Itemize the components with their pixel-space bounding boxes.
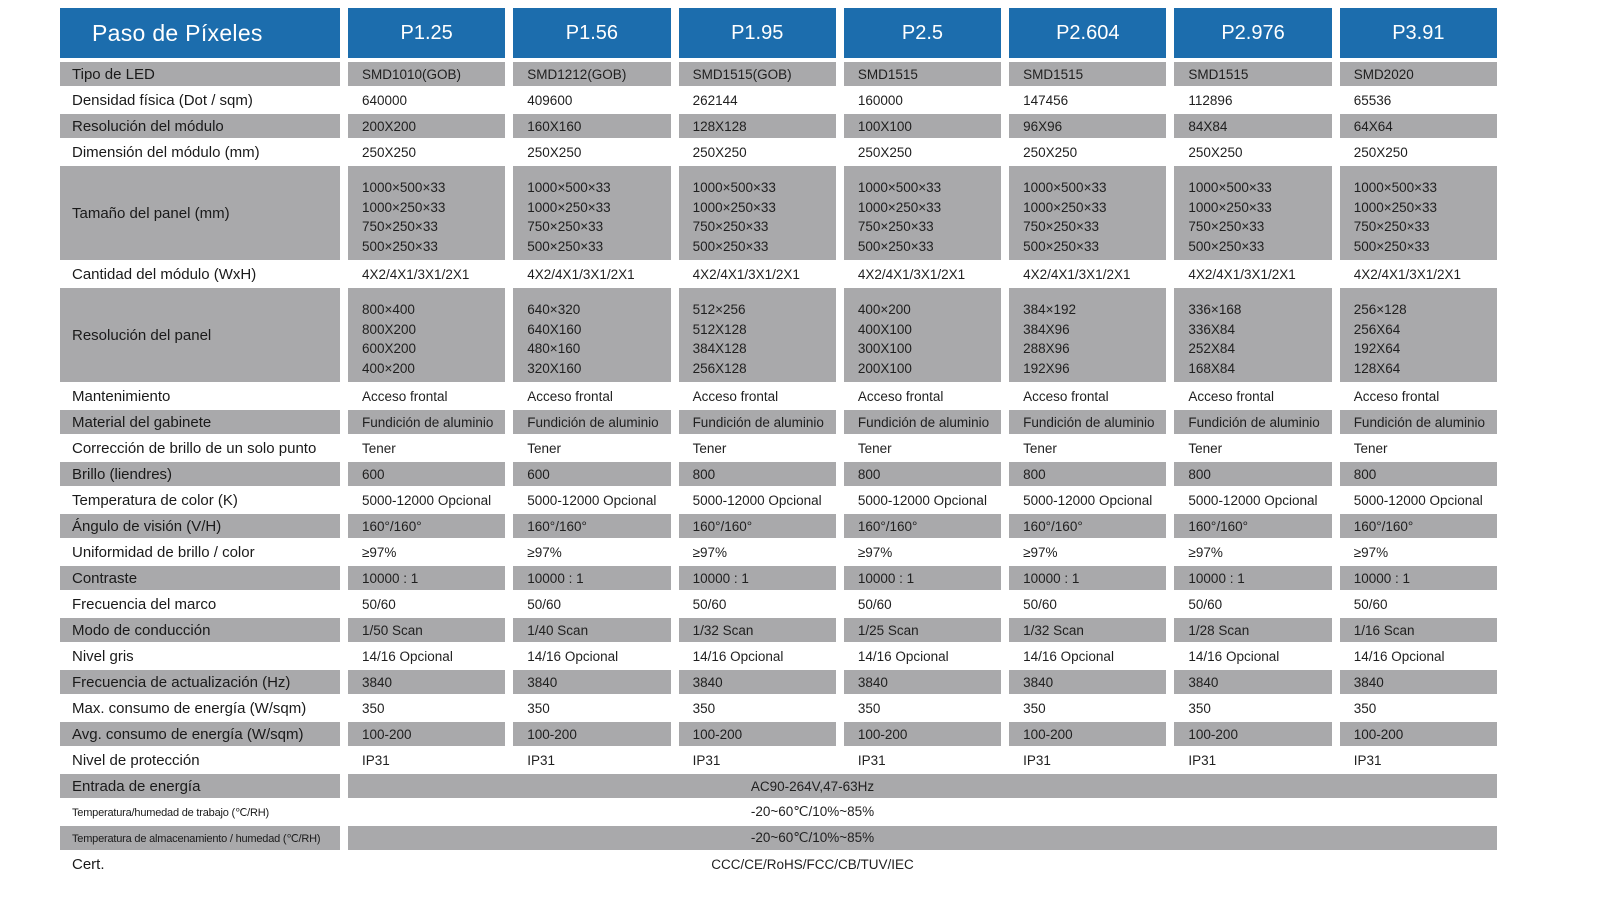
cell-value: Acceso frontal bbox=[348, 384, 505, 408]
cell-value: ≥97% bbox=[1340, 540, 1497, 564]
cell-value: 5000-12000 Opcional bbox=[844, 488, 1001, 512]
cell-value bbox=[679, 166, 836, 260]
cell-value: 1/50 Scan bbox=[348, 618, 505, 642]
cell-value: IP31 bbox=[679, 748, 836, 772]
cell-value: ≥97% bbox=[1009, 540, 1166, 564]
cell-value: 10000 : 1 bbox=[513, 566, 670, 590]
cell-multiline bbox=[693, 300, 747, 378]
row-label: Material del gabinete bbox=[60, 410, 340, 434]
cell-line: 800X200 bbox=[362, 321, 417, 337]
table-row bbox=[60, 436, 1497, 460]
cell-value: 800 bbox=[1340, 462, 1497, 486]
cell-line: 750×250×33 bbox=[527, 219, 604, 234]
cell-value: 409600 bbox=[513, 88, 670, 112]
cell-value: 3840 bbox=[679, 670, 836, 694]
table-row bbox=[60, 722, 1497, 746]
cell-value: 50/60 bbox=[1174, 592, 1331, 616]
row-label: Nivel gris bbox=[60, 644, 340, 668]
table-row bbox=[60, 566, 1497, 590]
cell-value: Fundición de aluminio bbox=[1174, 410, 1331, 434]
row-label: Temperatura de color (K) bbox=[60, 488, 340, 512]
cell-value: 14/16 Opcional bbox=[1340, 644, 1497, 668]
cell-line: 500×250×33 bbox=[1023, 238, 1099, 254]
cell-value bbox=[1009, 166, 1166, 260]
cell-line: 500×250×33 bbox=[362, 238, 438, 254]
cell-value: Tener bbox=[513, 436, 670, 460]
cell-line: 192X64 bbox=[1353, 341, 1401, 356]
row-label: Resolución del módulo bbox=[60, 114, 340, 138]
row-label: Brillo (liendres) bbox=[60, 462, 340, 486]
cell-line: 1000×250×33 bbox=[1188, 199, 1272, 215]
cell-value: SMD2020 bbox=[1340, 62, 1497, 86]
cell-value: Tener bbox=[1009, 436, 1166, 460]
cell-value: 10000 : 1 bbox=[1174, 566, 1331, 590]
cell-value: SMD1212(GOB) bbox=[513, 62, 670, 86]
cell-value: 50/60 bbox=[844, 592, 1001, 616]
cell-line: 256×128 bbox=[1353, 302, 1407, 317]
cell-line: 750×250×33 bbox=[692, 219, 769, 234]
row-label: Ángulo de visión (V/H) bbox=[60, 514, 340, 538]
table-row bbox=[60, 384, 1497, 408]
cell-value: 14/16 Opcional bbox=[513, 644, 670, 668]
row-label: Mantenimiento bbox=[60, 384, 340, 408]
cell-value: SMD1515 bbox=[844, 62, 1001, 86]
cell-value: 3840 bbox=[513, 670, 670, 694]
cell-line: 384X128 bbox=[692, 341, 747, 356]
cell-value: 800 bbox=[679, 462, 836, 486]
cell-value: 50/60 bbox=[1009, 592, 1166, 616]
row-label: Tipo de LED bbox=[60, 62, 340, 86]
table-row bbox=[60, 696, 1497, 720]
table-row bbox=[60, 514, 1497, 538]
row-label: Resolución del panel bbox=[60, 288, 340, 382]
cell-value: 350 bbox=[1009, 696, 1166, 720]
cell-line: 750×250×33 bbox=[1188, 219, 1265, 234]
cell-value: 65536 bbox=[1340, 88, 1497, 112]
cell-value: 50/60 bbox=[513, 592, 670, 616]
cell-line: 384X96 bbox=[1023, 321, 1070, 337]
cell-value: ≥97% bbox=[679, 540, 836, 564]
cell-value: 100X100 bbox=[844, 114, 1001, 138]
merged-cell-value: AC90-264V,47-63Hz bbox=[348, 774, 1497, 798]
cell-multiline bbox=[1354, 300, 1407, 378]
cell-value: 160000 bbox=[844, 88, 1001, 112]
cell-value: 1/40 Scan bbox=[513, 618, 670, 642]
cell-value: Acceso frontal bbox=[1174, 384, 1331, 408]
cell-value: 3840 bbox=[1340, 670, 1497, 694]
cell-value: 640000 bbox=[348, 88, 505, 112]
cell-line: 1000×500×33 bbox=[857, 180, 942, 195]
cell-multiline bbox=[1023, 178, 1106, 256]
cell-multiline bbox=[362, 178, 445, 256]
cell-line: 1000×250×33 bbox=[527, 199, 611, 215]
cell-line: 1000×250×33 bbox=[1353, 199, 1438, 215]
cell-value: 100-200 bbox=[348, 722, 505, 746]
cell-value bbox=[844, 288, 1001, 382]
cell-value: ≥97% bbox=[1174, 540, 1331, 564]
cell-line: 400X100 bbox=[857, 321, 912, 337]
cell-value: 10000 : 1 bbox=[1340, 566, 1497, 590]
cell-line: 1000×500×33 bbox=[362, 180, 446, 195]
cell-line: 750×250×33 bbox=[1023, 219, 1099, 234]
cell-value: Acceso frontal bbox=[513, 384, 670, 408]
cell-line: 192X96 bbox=[1023, 360, 1070, 376]
table-row bbox=[60, 644, 1497, 668]
cell-value: 4X2/4X1/3X1/2X1 bbox=[513, 262, 670, 286]
cell-value: 250X250 bbox=[513, 140, 670, 164]
cell-line: 500×250×33 bbox=[527, 238, 604, 254]
cell-value bbox=[844, 166, 1001, 260]
cell-value: 800 bbox=[844, 462, 1001, 486]
column-header-p1-95: P1.95 bbox=[679, 8, 836, 58]
cell-value bbox=[679, 288, 836, 382]
cell-value: Tener bbox=[844, 436, 1001, 460]
table-row bbox=[60, 592, 1497, 616]
cell-value: SMD1515 bbox=[1174, 62, 1331, 86]
cell-value: Fundición de aluminio bbox=[679, 410, 836, 434]
cell-line: 336×168 bbox=[1188, 302, 1242, 317]
cell-value: 160°/160° bbox=[348, 514, 505, 538]
cell-line: 640×320 bbox=[527, 302, 581, 317]
column-header-p1-56: P1.56 bbox=[513, 8, 670, 58]
cell-value: 147456 bbox=[1009, 88, 1166, 112]
cell-value: 160°/160° bbox=[679, 514, 836, 538]
cell-line: 1000×500×33 bbox=[1353, 180, 1438, 195]
cell-value: Tener bbox=[1340, 436, 1497, 460]
cell-value: 3840 bbox=[1174, 670, 1331, 694]
cell-value: Acceso frontal bbox=[1340, 384, 1497, 408]
row-label: Dimensión del módulo (mm) bbox=[60, 140, 340, 164]
cell-value: IP31 bbox=[1009, 748, 1166, 772]
row-label: Cert. bbox=[60, 852, 340, 876]
cell-value: Fundición de aluminio bbox=[513, 410, 670, 434]
table-row bbox=[60, 462, 1497, 486]
merged-cell-value: -20~60℃/10%~85% bbox=[348, 800, 1497, 824]
row-label: Avg. consumo de energía (W/sqm) bbox=[60, 722, 340, 746]
cell-line: 168X84 bbox=[1188, 360, 1235, 376]
cell-value: 350 bbox=[348, 696, 505, 720]
cell-line: 336X84 bbox=[1188, 321, 1235, 337]
cell-line: 1000×500×33 bbox=[1023, 180, 1107, 195]
column-header-p2-604: P2.604 bbox=[1009, 8, 1166, 58]
cell-multiline bbox=[362, 300, 416, 378]
cell-multiline bbox=[1023, 300, 1076, 378]
column-header-p3-91: P3.91 bbox=[1340, 8, 1497, 58]
cell-value: 14/16 Opcional bbox=[348, 644, 505, 668]
cell-value: 160°/160° bbox=[844, 514, 1001, 538]
cell-line: 320X160 bbox=[527, 360, 582, 376]
cell-value: 1/32 Scan bbox=[1009, 618, 1166, 642]
table-span-row bbox=[60, 800, 1497, 824]
cell-value: 250X250 bbox=[1174, 140, 1331, 164]
row-label: Densidad física (Dot / sqm) bbox=[60, 88, 340, 112]
cell-value: 5000-12000 Opcional bbox=[348, 488, 505, 512]
cell-value: 250X250 bbox=[1340, 140, 1497, 164]
cell-multiline bbox=[693, 178, 776, 256]
cell-multiline bbox=[527, 178, 610, 256]
cell-value: 64X64 bbox=[1340, 114, 1497, 138]
cell-line: 128X64 bbox=[1353, 360, 1401, 376]
row-label: Nivel de protección bbox=[60, 748, 340, 772]
cell-value: 600 bbox=[513, 462, 670, 486]
cell-value: Tener bbox=[348, 436, 505, 460]
cell-value: 160°/160° bbox=[513, 514, 670, 538]
cell-value: 262144 bbox=[679, 88, 836, 112]
row-label: Uniformidad de brillo / color bbox=[60, 540, 340, 564]
cell-value: SMD1515 bbox=[1009, 62, 1166, 86]
cell-value: SMD1010(GOB) bbox=[348, 62, 505, 86]
table-row bbox=[60, 88, 1497, 112]
table-span-row bbox=[60, 774, 1497, 798]
cell-multiline bbox=[858, 300, 912, 378]
cell-line: 750×250×33 bbox=[857, 219, 934, 234]
row-label: Cantidad del módulo (WxH) bbox=[60, 262, 340, 286]
cell-line: 500×250×33 bbox=[1353, 238, 1430, 254]
led-spec-table bbox=[60, 8, 1497, 878]
cell-line: 480×160 bbox=[527, 341, 581, 356]
cell-multiline bbox=[1188, 178, 1271, 256]
cell-value: IP31 bbox=[1340, 748, 1497, 772]
cell-value bbox=[1174, 166, 1331, 260]
table-row bbox=[60, 488, 1497, 512]
cell-value: 10000 : 1 bbox=[679, 566, 836, 590]
table-span-row bbox=[60, 826, 1497, 850]
cell-value: 350 bbox=[1174, 696, 1331, 720]
cell-line: 256X64 bbox=[1353, 321, 1401, 337]
merged-cell-value: -20~60℃/10%~85% bbox=[348, 826, 1497, 850]
cell-value: 800 bbox=[1009, 462, 1166, 486]
cell-value: Fundición de aluminio bbox=[348, 410, 505, 434]
cell-value bbox=[1009, 288, 1166, 382]
cell-value bbox=[348, 166, 505, 260]
table-header-row bbox=[60, 8, 1497, 58]
cell-value: 5000-12000 Opcional bbox=[679, 488, 836, 512]
cell-value: Acceso frontal bbox=[1009, 384, 1166, 408]
cell-value: 4X2/4X1/3X1/2X1 bbox=[679, 262, 836, 286]
cell-line: 1000×250×33 bbox=[692, 199, 776, 215]
table-row bbox=[60, 140, 1497, 164]
cell-value: 350 bbox=[679, 696, 836, 720]
cell-line: 750×250×33 bbox=[1353, 219, 1430, 234]
cell-line: 500×250×33 bbox=[1188, 238, 1265, 254]
cell-value: 14/16 Opcional bbox=[844, 644, 1001, 668]
cell-value: 10000 : 1 bbox=[844, 566, 1001, 590]
cell-value: 50/60 bbox=[1340, 592, 1497, 616]
cell-line: 800×400 bbox=[362, 302, 415, 317]
cell-value: Acceso frontal bbox=[844, 384, 1001, 408]
row-label: Modo de conducción bbox=[60, 618, 340, 642]
table-row bbox=[60, 540, 1497, 564]
cell-value: 250X250 bbox=[1009, 140, 1166, 164]
cell-value: Fundición de aluminio bbox=[844, 410, 1001, 434]
cell-value: 1/16 Scan bbox=[1340, 618, 1497, 642]
cell-value: 160°/160° bbox=[1340, 514, 1497, 538]
pixel-pitch-title: Paso de Píxeles bbox=[60, 8, 340, 58]
cell-value: 100-200 bbox=[1340, 722, 1497, 746]
cell-line: 300X100 bbox=[857, 341, 912, 356]
cell-line: 600X200 bbox=[362, 341, 417, 356]
cell-value: 600 bbox=[348, 462, 505, 486]
cell-value: ≥97% bbox=[844, 540, 1001, 564]
row-label: Tamaño del panel (mm) bbox=[60, 166, 340, 260]
cell-multiline bbox=[527, 300, 581, 378]
cell-value: 250X250 bbox=[844, 140, 1001, 164]
cell-value: 350 bbox=[1340, 696, 1497, 720]
cell-value: 160°/160° bbox=[1009, 514, 1166, 538]
cell-value: 1/28 Scan bbox=[1174, 618, 1331, 642]
cell-value: 100-200 bbox=[844, 722, 1001, 746]
table-row bbox=[60, 748, 1497, 772]
row-label: Entrada de energía bbox=[60, 774, 340, 798]
row-label: Temperatura/humedad de trabajo (℃/RH) bbox=[60, 800, 340, 824]
cell-line: 1000×500×33 bbox=[527, 180, 611, 195]
cell-line: 512X128 bbox=[692, 321, 747, 337]
cell-value: 100-200 bbox=[1009, 722, 1166, 746]
cell-value bbox=[1174, 288, 1331, 382]
cell-value bbox=[513, 166, 670, 260]
cell-value: 3840 bbox=[844, 670, 1001, 694]
column-header-p2-976: P2.976 bbox=[1174, 8, 1331, 58]
cell-line: 288X96 bbox=[1023, 341, 1070, 356]
cell-value: IP31 bbox=[348, 748, 505, 772]
cell-value: 10000 : 1 bbox=[348, 566, 505, 590]
row-label: Frecuencia del marco bbox=[60, 592, 340, 616]
cell-value: 128X128 bbox=[679, 114, 836, 138]
cell-value: 14/16 Opcional bbox=[679, 644, 836, 668]
cell-multiline bbox=[858, 178, 941, 256]
cell-line: 500×250×33 bbox=[857, 238, 934, 254]
cell-multiline bbox=[1354, 178, 1437, 256]
table-row bbox=[60, 618, 1497, 642]
cell-value bbox=[513, 288, 670, 382]
cell-line: 200X100 bbox=[857, 360, 912, 376]
cell-value: Acceso frontal bbox=[679, 384, 836, 408]
cell-value: IP31 bbox=[513, 748, 670, 772]
cell-line: 384×192 bbox=[1023, 302, 1077, 317]
cell-value: 1/25 Scan bbox=[844, 618, 1001, 642]
cell-line: 1000×250×33 bbox=[1023, 199, 1107, 215]
cell-value: 5000-12000 Opcional bbox=[1340, 488, 1497, 512]
cell-value: 200X200 bbox=[348, 114, 505, 138]
column-header-p1-25: P1.25 bbox=[348, 8, 505, 58]
cell-value: 50/60 bbox=[679, 592, 836, 616]
cell-multiline bbox=[1188, 300, 1241, 378]
column-header-p2-5: P2.5 bbox=[844, 8, 1001, 58]
row-label: Corrección de brillo de un solo punto bbox=[60, 436, 340, 460]
cell-value: 50/60 bbox=[348, 592, 505, 616]
table-span-row bbox=[60, 852, 1497, 876]
cell-value: 4X2/4X1/3X1/2X1 bbox=[1340, 262, 1497, 286]
cell-value: IP31 bbox=[1174, 748, 1331, 772]
cell-value: 100-200 bbox=[679, 722, 836, 746]
cell-value: 350 bbox=[844, 696, 1001, 720]
cell-line: 1000×500×33 bbox=[692, 180, 776, 195]
cell-value: Tener bbox=[679, 436, 836, 460]
cell-value: Fundición de aluminio bbox=[1340, 410, 1497, 434]
cell-value: 96X96 bbox=[1009, 114, 1166, 138]
cell-value: 5000-12000 Opcional bbox=[1009, 488, 1166, 512]
cell-line: 400×200 bbox=[857, 302, 911, 317]
cell-line: 400×200 bbox=[362, 360, 415, 376]
cell-line: 256X128 bbox=[692, 360, 747, 376]
cell-value: ≥97% bbox=[513, 540, 670, 564]
cell-value: 4X2/4X1/3X1/2X1 bbox=[1009, 262, 1166, 286]
cell-value: 3840 bbox=[348, 670, 505, 694]
cell-value: 160X160 bbox=[513, 114, 670, 138]
cell-value: 5000-12000 Opcional bbox=[513, 488, 670, 512]
cell-line: 1000×500×33 bbox=[1188, 180, 1272, 195]
cell-value: 4X2/4X1/3X1/2X1 bbox=[348, 262, 505, 286]
cell-value: SMD1515(GOB) bbox=[679, 62, 836, 86]
cell-value: 160°/160° bbox=[1174, 514, 1331, 538]
table-row bbox=[60, 62, 1497, 86]
cell-value: 84X84 bbox=[1174, 114, 1331, 138]
cell-line: 252X84 bbox=[1188, 341, 1235, 356]
cell-line: 640X160 bbox=[527, 321, 582, 337]
table-row bbox=[60, 288, 1497, 382]
cell-value bbox=[1340, 288, 1497, 382]
table-row bbox=[60, 166, 1497, 260]
cell-value: ≥97% bbox=[348, 540, 505, 564]
cell-value: 100-200 bbox=[1174, 722, 1331, 746]
cell-value: 1/32 Scan bbox=[679, 618, 836, 642]
merged-cell-value: CCC/CE/RoHS/FCC/CB/TUV/IEC bbox=[348, 852, 1497, 876]
cell-value: 5000-12000 Opcional bbox=[1174, 488, 1331, 512]
cell-value: 100-200 bbox=[513, 722, 670, 746]
cell-value: 10000 : 1 bbox=[1009, 566, 1166, 590]
cell-value: 250X250 bbox=[348, 140, 505, 164]
cell-line: 500×250×33 bbox=[692, 238, 769, 254]
cell-value: IP31 bbox=[844, 748, 1001, 772]
row-label: Frecuencia de actualización (Hz) bbox=[60, 670, 340, 694]
table-row bbox=[60, 262, 1497, 286]
cell-value: 112896 bbox=[1174, 88, 1331, 112]
cell-value: 3840 bbox=[1009, 670, 1166, 694]
cell-value: Tener bbox=[1174, 436, 1331, 460]
cell-line: 512×256 bbox=[692, 302, 746, 317]
table-row bbox=[60, 410, 1497, 434]
table-row bbox=[60, 670, 1497, 694]
cell-value bbox=[348, 288, 505, 382]
cell-line: 1000×250×33 bbox=[362, 199, 446, 215]
cell-value: 350 bbox=[513, 696, 670, 720]
cell-value: 14/16 Opcional bbox=[1174, 644, 1331, 668]
cell-value: 4X2/4X1/3X1/2X1 bbox=[1174, 262, 1331, 286]
cell-line: 1000×250×33 bbox=[857, 199, 942, 215]
cell-value: Fundición de aluminio bbox=[1009, 410, 1166, 434]
cell-value: 14/16 Opcional bbox=[1009, 644, 1166, 668]
row-label: Max. consumo de energía (W/sqm) bbox=[60, 696, 340, 720]
cell-value: 4X2/4X1/3X1/2X1 bbox=[844, 262, 1001, 286]
cell-line: 750×250×33 bbox=[362, 219, 438, 234]
cell-value: 250X250 bbox=[679, 140, 836, 164]
row-label: Contraste bbox=[60, 566, 340, 590]
cell-value: 800 bbox=[1174, 462, 1331, 486]
row-label: Temperatura de almacenamiento / humedad (℃/RH) bbox=[60, 826, 340, 850]
table-row bbox=[60, 114, 1497, 138]
cell-value bbox=[1340, 166, 1497, 260]
